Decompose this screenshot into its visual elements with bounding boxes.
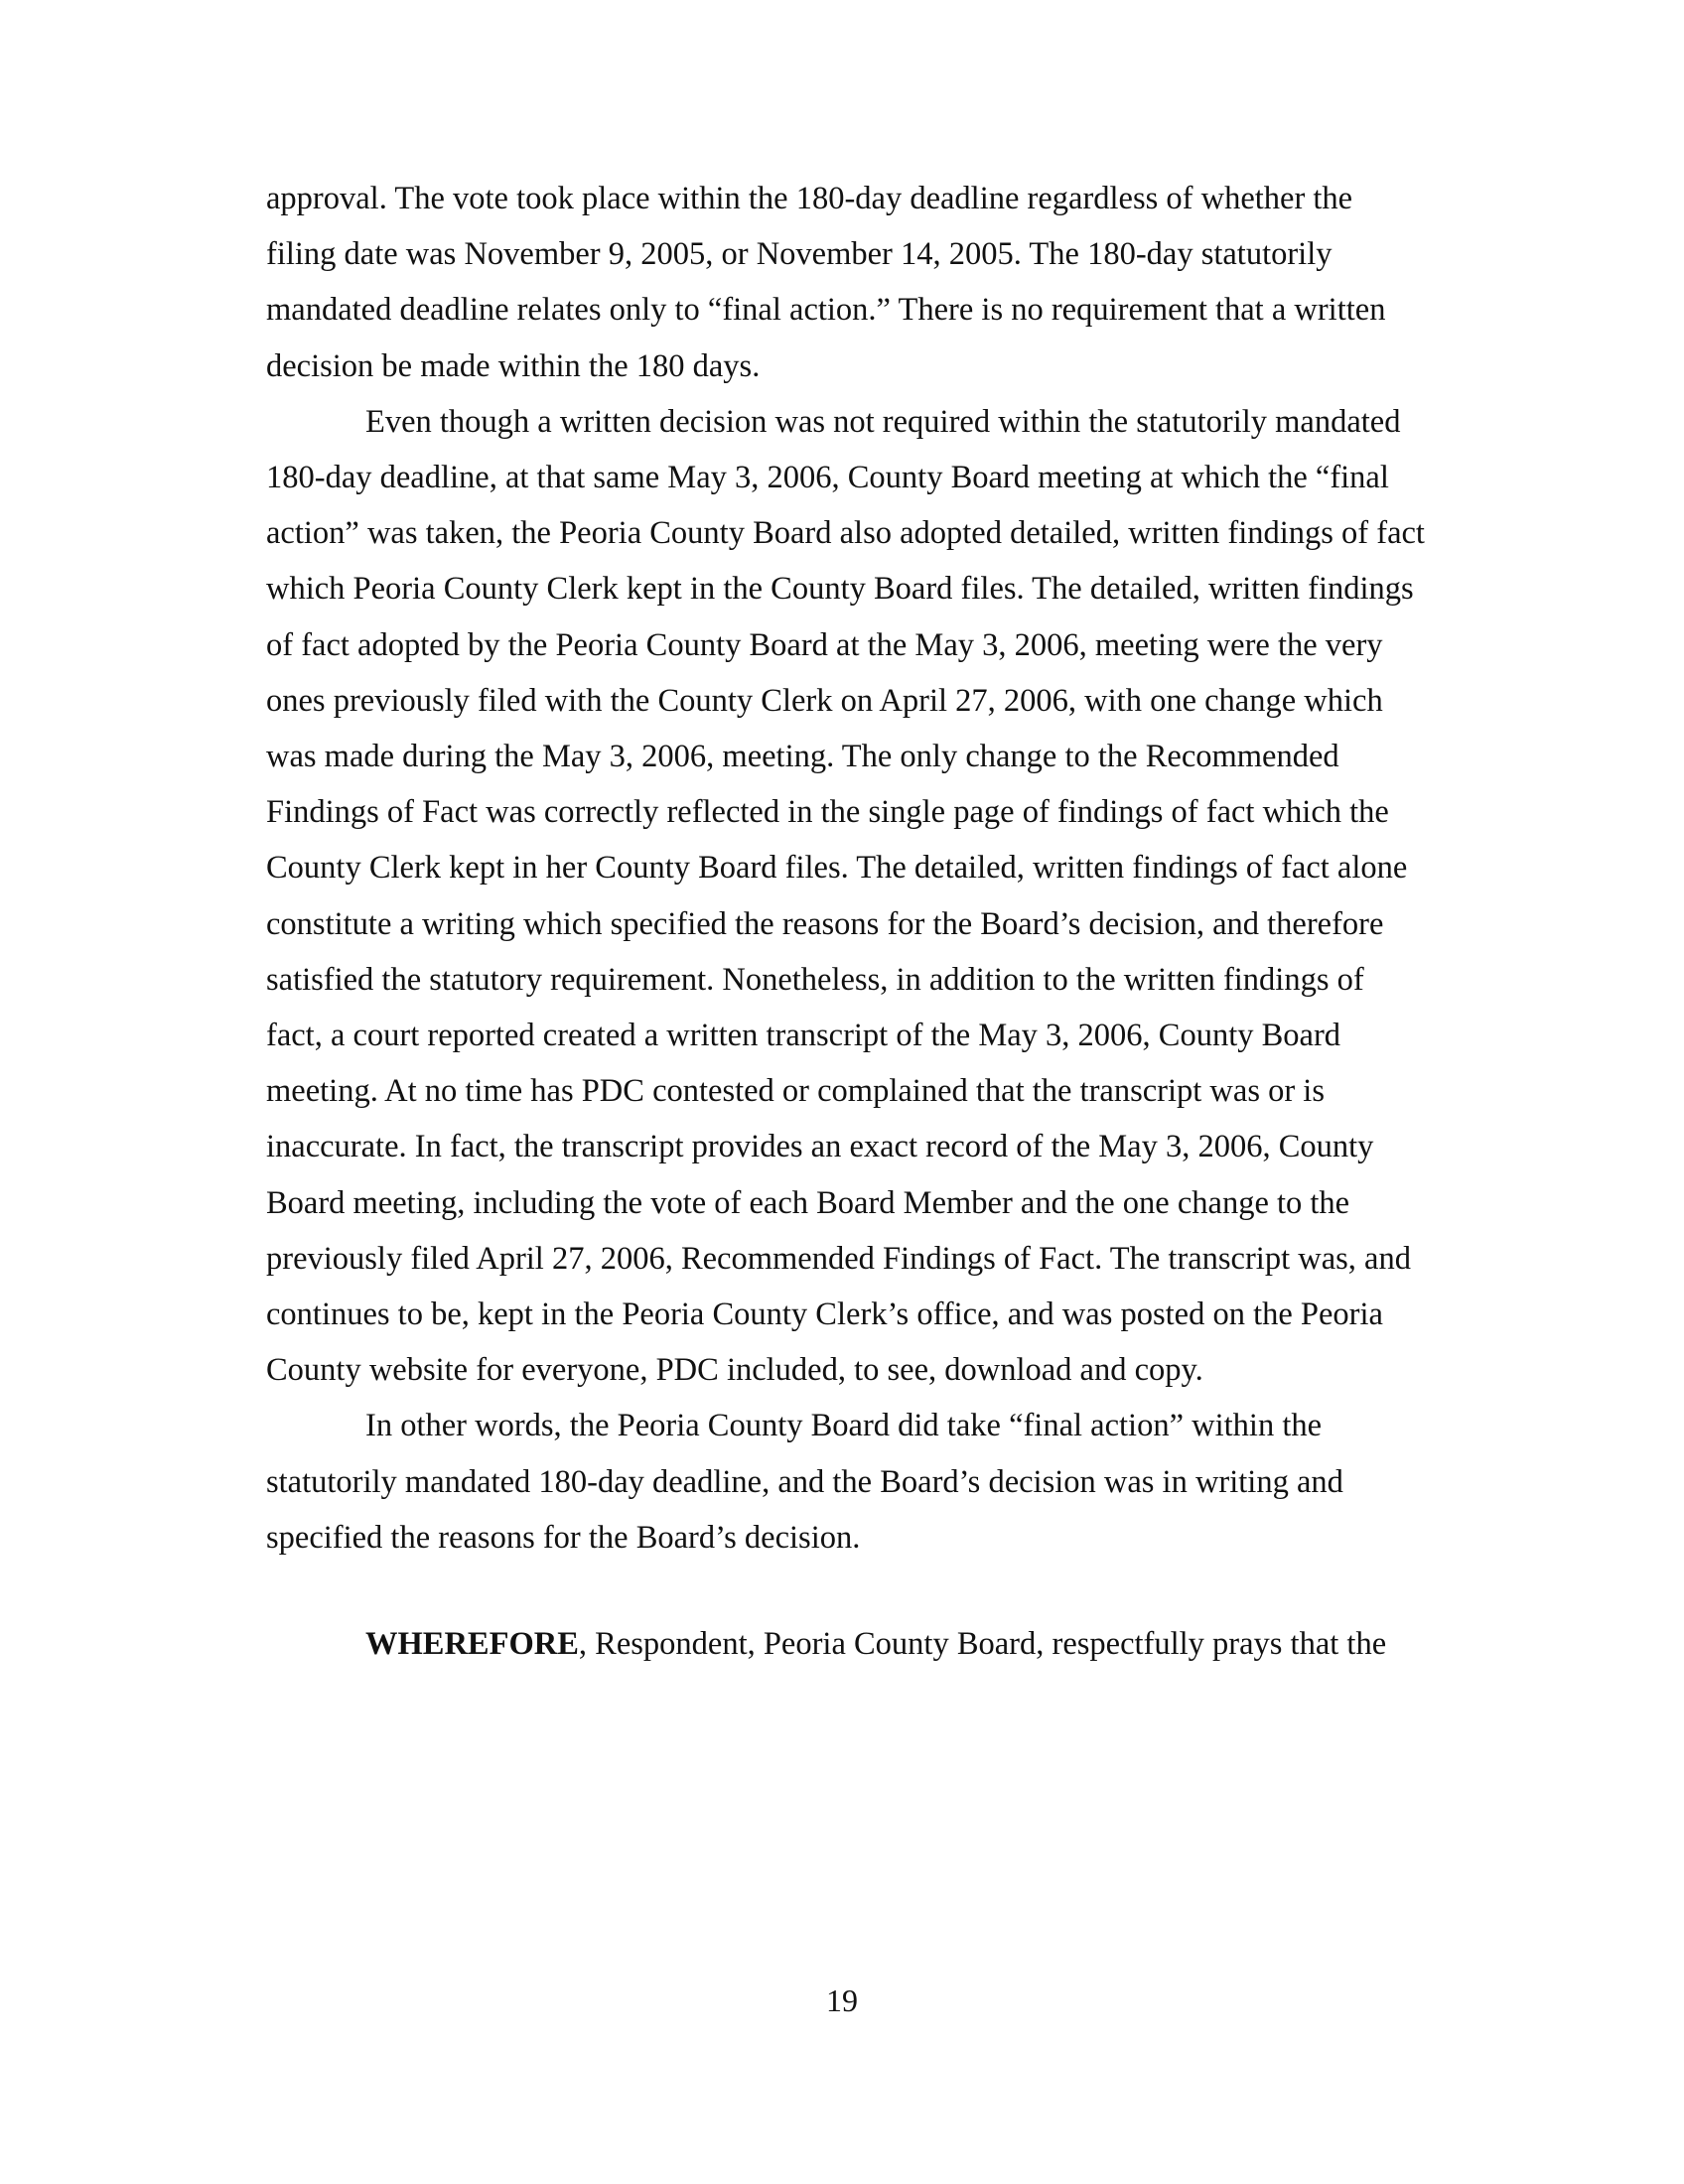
text-line: meeting. At no time has PDC contested or complained that the transcript was or is <box>266 1073 1325 1110</box>
text-line: satisfied the statutory requirement. Nonetheless, in addition to the written findings of <box>266 961 1364 998</box>
text-line: statutorily mandated 180-day deadline, and the Board’s decision was in writing and <box>266 1463 1343 1500</box>
text-line: Findings of Fact was correctly reflected in the single page of findings of fact which the <box>266 794 1389 831</box>
text-line: ones previously filed with the County Clerk on April 27, 2006, with one change which <box>266 682 1383 719</box>
text-line: inaccurate. In fact, the transcript provides an exact record of the May 3, 2006, County <box>266 1129 1374 1165</box>
wherefore-lead: WHEREFORE <box>365 1626 579 1662</box>
text-line: 180-day deadline, at that same May 3, 2006, County Board meeting at which the “final <box>266 460 1389 496</box>
text-line: mandated deadline relates only to “final action.” There is no requirement that a written <box>266 292 1386 329</box>
text-line: In other words, the Peoria County Board did take “final action” within the <box>365 1408 1323 1444</box>
text-line: which Peoria County Clerk kept in the County Board files. The detailed, written findings <box>266 571 1414 608</box>
paragraph-written-findings <box>266 394 1443 1399</box>
document-body <box>266 171 1443 1566</box>
text-line: County website for everyone, PDC included, to see, download and copy. <box>266 1352 1203 1389</box>
wherefore-text: , Respondent, Peoria County Board, respectfully prays that the <box>578 1626 1387 1662</box>
text-line: Even though a written decision was not required within the statutorily mandated <box>365 403 1401 440</box>
text-line: continues to be, kept in the Peoria County Clerk’s office, and was posted on the Peoria <box>266 1297 1383 1333</box>
text-line: approval. The vote took place within the 180-day deadline regardless of whether the <box>266 181 1353 216</box>
paragraph-continuation <box>266 171 1443 394</box>
text-line: decision be made within the 180 days. <box>266 347 761 384</box>
text-line: fact, a court reported created a written transcript of the May 3, 2006, County Board <box>266 1018 1341 1054</box>
text-line: Board meeting, including the vote of each Board Member and the one change to the <box>266 1184 1350 1221</box>
text-line: County Clerk kept in her County Board files. The detailed, written findings of fact alone <box>266 850 1408 887</box>
text-line: filing date was November 9, 2005, or November 14, 2005. The 180-day statutorily <box>266 236 1333 273</box>
text-line: specified the reasons for the Board’s decision. <box>266 1519 861 1556</box>
text-line: of fact adopted by the Peoria County Board at the May 3, 2006, meeting were the very <box>266 626 1383 663</box>
text-line: constitute a writing which specified the reasons for the Board’s decision, and therefore <box>266 905 1384 942</box>
page-number: 19 <box>826 1982 858 2018</box>
paragraph-in-other-words <box>266 1398 1443 1566</box>
text-line: was made during the May 3, 2006, meeting. The only change to the Recommended <box>266 739 1339 775</box>
wherefore-clause <box>365 1616 1458 1672</box>
text-line: action” was taken, the Peoria County Board also adopted detailed, written findings of fact <box>266 515 1425 552</box>
text-line: previously filed April 27, 2006, Recommended Findings of Fact. The transcript was, and <box>266 1240 1411 1277</box>
